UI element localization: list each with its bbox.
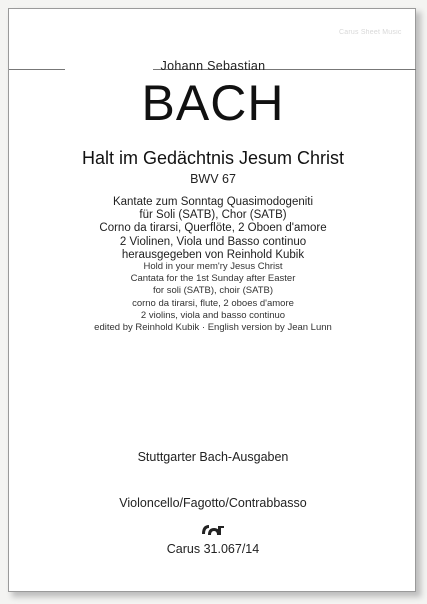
description-english-line: Hold in your mem'ry Jesus Christ: [143, 261, 283, 272]
description-german-line: 2 Violinen, Viola und Basso continuo: [119, 235, 307, 248]
score-cover: [8, 8, 416, 592]
description-english: [9, 261, 417, 334]
description-english-line: 2 violins, viola and basso continuo: [140, 309, 286, 321]
description-english-line: edited by Reinhold Kubik · English version by Jean Lunn: [94, 322, 332, 334]
work-title: Halt im Gedächtnis Jesum Christ: [81, 148, 345, 168]
bleed-through-text: Carus Sheet Music: [339, 29, 402, 36]
bwv-number: BWV 67: [190, 172, 236, 186]
description-english-line: for soli (SATB), choir (SATB): [153, 285, 273, 297]
description-german-line: Corno da tirarsi, Querflöte, 2 Oboen d'amore: [99, 222, 327, 235]
description-german-line: für Soli (SATB), Chor (SATB): [139, 209, 287, 222]
composer-last-name: BACH: [141, 75, 285, 131]
carus-logo-icon: [200, 522, 226, 538]
description-german-line: Kantate zum Sonntag Quasimodogeniti: [112, 196, 314, 208]
description-german: [9, 196, 417, 262]
catalog-number: Carus 31.067/14: [166, 542, 260, 556]
instrument-part: Violoncello/Fagotto/Contrabbasso: [119, 496, 307, 510]
composer-first-name: Johann Sebastian: [160, 59, 266, 73]
description-english-line: corno da tirarsi, flute, 2 oboes d'amore: [132, 297, 294, 309]
description-english-line: Cantata for the 1st Sunday after Easter: [130, 273, 296, 285]
description-german-line: herausgegeben von Reinhold Kubik: [121, 248, 305, 261]
series-name: Stuttgarter Bach-Ausgaben: [137, 450, 289, 464]
